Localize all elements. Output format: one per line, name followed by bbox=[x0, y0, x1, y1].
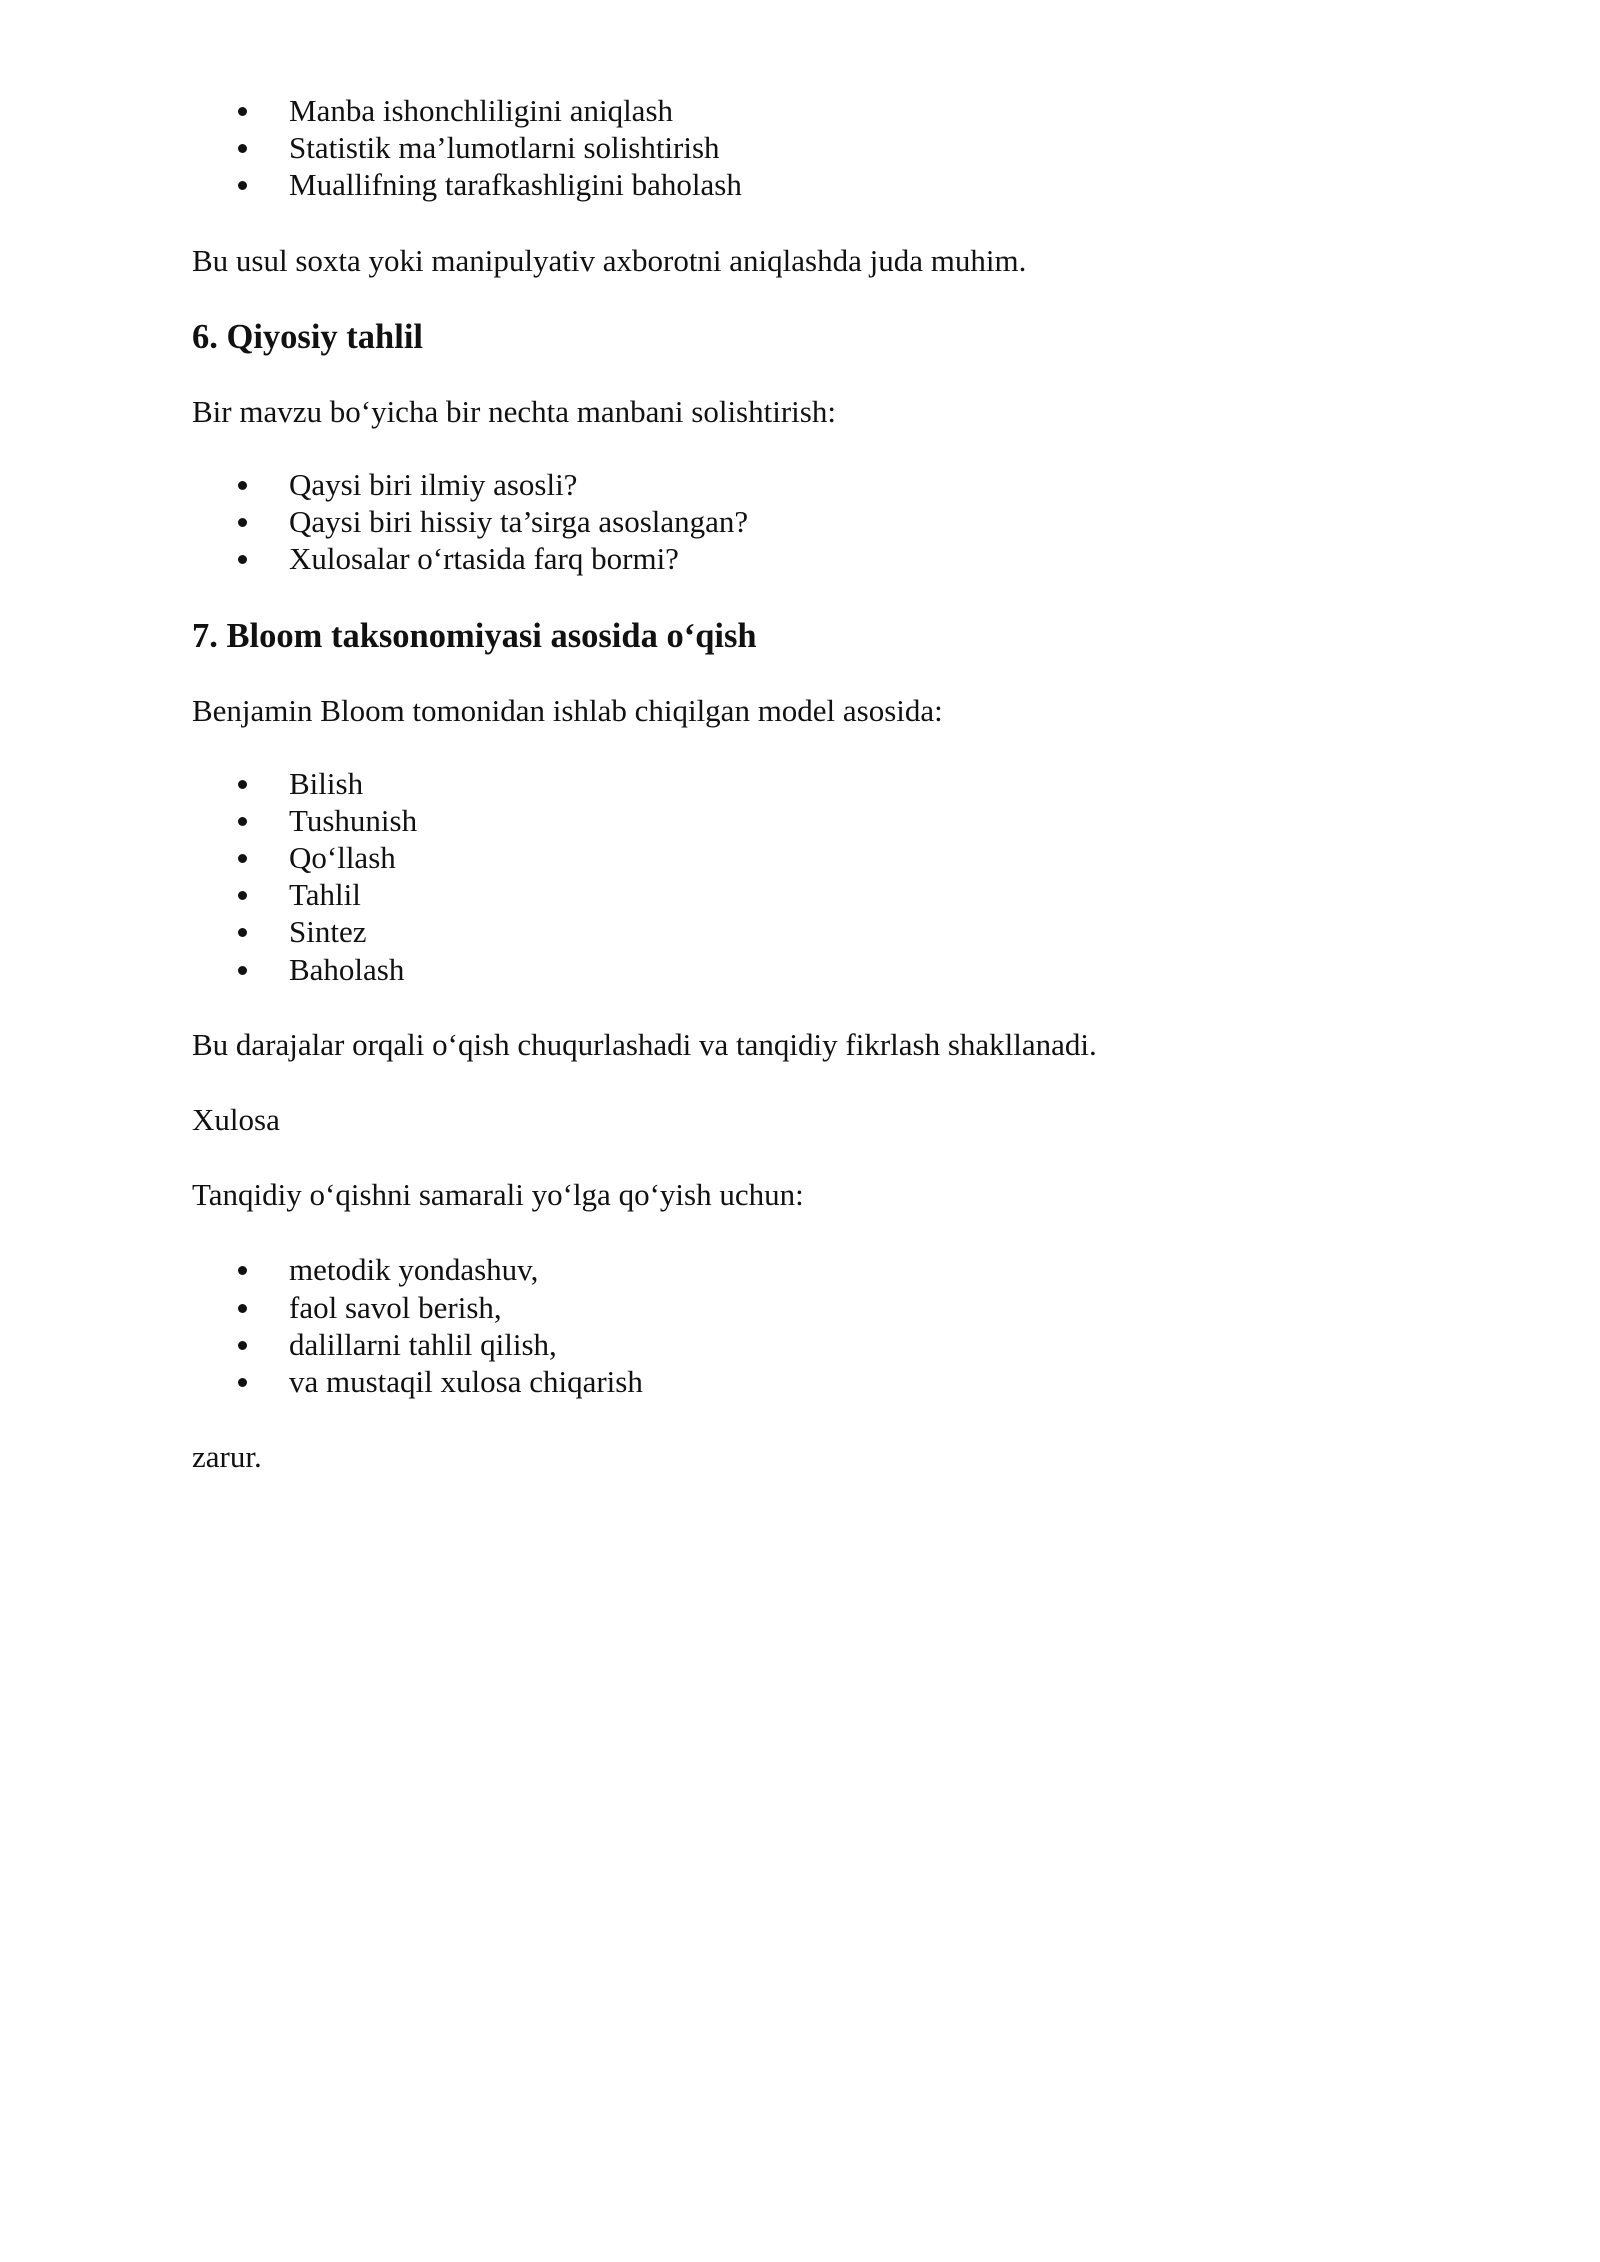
list-item-text: dalillarni tahlil qilish, bbox=[289, 1326, 557, 1362]
list-item-text: Baholash bbox=[289, 951, 405, 987]
list-item bbox=[289, 1289, 1412, 1326]
list-item bbox=[289, 913, 1412, 950]
list-item bbox=[289, 1251, 1412, 1288]
document-body bbox=[192, 92, 1412, 1475]
list-item bbox=[289, 540, 1412, 577]
section-heading: 6. Qiyosiy tahlil bbox=[192, 317, 423, 356]
list-item bbox=[289, 765, 1412, 802]
bullet-icon bbox=[238, 966, 247, 975]
list-item-text: Sintez bbox=[289, 914, 367, 950]
list-item bbox=[289, 1363, 1412, 1400]
list-item-text: faol savol berish, bbox=[289, 1289, 502, 1325]
list-item bbox=[289, 166, 1412, 203]
list-item-text: Statistik ma’lumotlarni solishtirish bbox=[289, 130, 720, 166]
list-item bbox=[289, 802, 1412, 839]
list-item bbox=[289, 129, 1412, 166]
bullet-icon bbox=[238, 1304, 247, 1313]
list-item-text: Qo‘llash bbox=[289, 840, 396, 876]
list-item bbox=[289, 839, 1412, 876]
bullet-icon bbox=[238, 928, 247, 937]
list-item-text: Xulosalar o‘rtasida farq bormi? bbox=[289, 541, 679, 577]
source-evaluation-list bbox=[192, 92, 1412, 204]
list-item bbox=[289, 466, 1412, 503]
list-item-text: Tahlil bbox=[289, 877, 361, 913]
list-item bbox=[289, 951, 1412, 988]
list-item bbox=[289, 876, 1412, 913]
paragraph: Tanqidiy o‘qishni samarali yo‘lga qo‘yish uchun: bbox=[192, 1177, 804, 1213]
list-item-text: va mustaqil xulosa chiqarish bbox=[289, 1364, 643, 1400]
list-item-text: Bilish bbox=[289, 765, 364, 801]
bullet-icon bbox=[238, 518, 247, 527]
list-item-text: Manba ishonchliligini aniqlash bbox=[289, 93, 674, 128]
bullet-icon bbox=[238, 1266, 247, 1275]
list-item-text: Tushunish bbox=[289, 802, 418, 838]
bullet-icon bbox=[238, 891, 247, 900]
bullet-icon bbox=[238, 780, 247, 789]
bullet-icon bbox=[238, 144, 247, 153]
list-item bbox=[289, 1326, 1412, 1363]
paragraph: zarur. bbox=[192, 1439, 262, 1475]
bullet-icon bbox=[238, 181, 247, 190]
list-item-text: Qaysi biri ilmiy asosli? bbox=[289, 466, 578, 502]
bullet-icon bbox=[238, 817, 247, 826]
list-item-text: metodik yondashuv, bbox=[289, 1252, 539, 1288]
bullet-icon bbox=[238, 481, 247, 490]
paragraph: Bu darajalar orqali o‘qish chuqurlashadi va tanqidiy fikrlash shakllanadi. bbox=[192, 1026, 1097, 1062]
bloom-levels-list bbox=[192, 765, 1412, 988]
bullet-icon bbox=[238, 555, 247, 564]
comparison-questions-list bbox=[192, 466, 1412, 578]
bullet-icon bbox=[238, 1378, 247, 1387]
list-item-text: Muallifning tarafkashligini baholash bbox=[289, 167, 742, 203]
conclusion-list bbox=[192, 1251, 1412, 1400]
bullet-icon bbox=[238, 107, 247, 116]
conclusion-title: Xulosa bbox=[192, 1102, 280, 1138]
bullet-icon bbox=[238, 1341, 247, 1350]
paragraph: Benjamin Bloom tomonidan ishlab chiqilgan model asosida: bbox=[192, 692, 943, 728]
list-item bbox=[289, 92, 1412, 129]
paragraph: Bir mavzu bo‘yicha bir nechta manbani solishtirish: bbox=[192, 393, 836, 429]
bullet-icon bbox=[238, 854, 247, 863]
list-item bbox=[289, 503, 1412, 540]
section-heading: 7. Bloom taksonomiyasi asosida o‘qish bbox=[192, 616, 757, 655]
paragraph: Bu usul soxta yoki manipulyativ axborotni aniqlashda juda muhim. bbox=[192, 242, 1027, 278]
list-item-text: Qaysi biri hissiy ta’sirga asoslangan? bbox=[289, 504, 749, 540]
